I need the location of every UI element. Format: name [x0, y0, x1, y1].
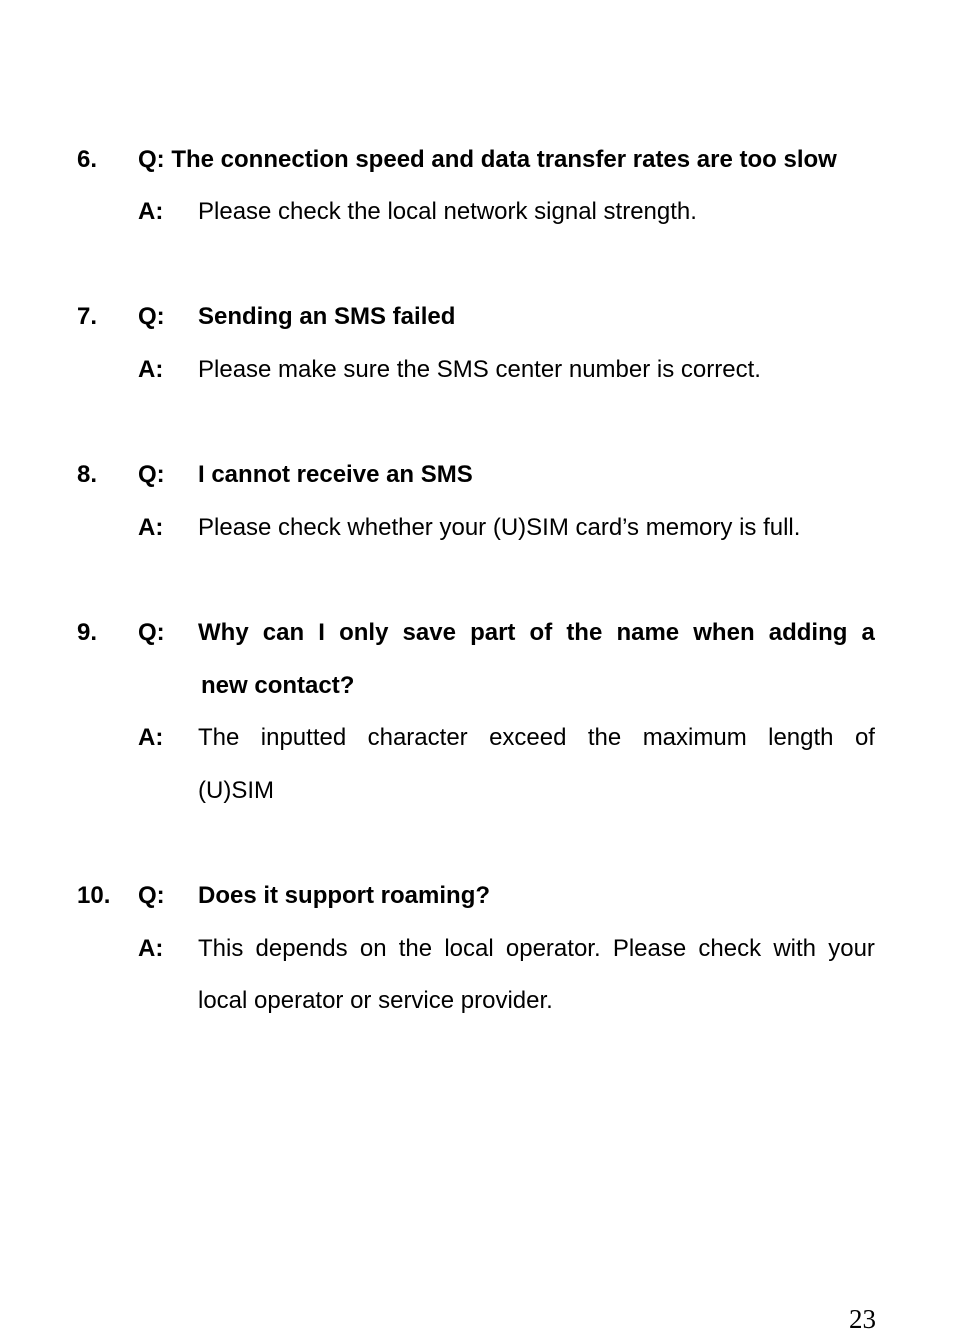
- justified-word: the: [587, 724, 622, 751]
- faq-9-question-label: Q:: [138, 619, 165, 646]
- justified-word: a: [861, 619, 875, 646]
- faq-10-answer-line-1: [198, 934, 875, 964]
- faq-7-question-label: Q:: [138, 303, 165, 330]
- justified-word: your: [828, 935, 875, 962]
- faq-8-answer: Please check whether your (U)SIM card’s memory is full.: [198, 514, 801, 541]
- justified-word: save: [402, 619, 456, 646]
- justified-word: adding: [768, 619, 848, 646]
- faq-10-question-label: Q:: [138, 882, 165, 909]
- faq-6-answer-label: A:: [138, 198, 164, 225]
- faq-7-question: Sending an SMS failed: [198, 303, 456, 330]
- justified-word: part: [470, 619, 516, 646]
- justified-word: of: [529, 619, 553, 646]
- faq-9-question-line-1: [198, 618, 875, 648]
- faq-9-number: 9.: [77, 619, 98, 646]
- faq-10-answer-label: A:: [138, 935, 164, 962]
- faq-8-question-label: Q:: [138, 461, 165, 488]
- faq-6-answer: Please check the local network signal strength.: [198, 198, 697, 225]
- justified-word: when: [693, 619, 755, 646]
- justified-word: the: [566, 619, 603, 646]
- justified-word: This: [198, 935, 244, 962]
- faq-6-question: Q: The connection speed and data transfer rates are too slow: [138, 146, 837, 173]
- justified-word: can: [262, 619, 305, 646]
- faq-7-answer-label: A:: [138, 356, 164, 383]
- justified-word: The: [198, 724, 240, 751]
- justified-word: local: [444, 935, 494, 962]
- justified-word: of: [854, 724, 875, 751]
- faq-7-answer: Please make sure the SMS center number is correct.: [198, 356, 761, 383]
- faq-9-answer-label: A:: [138, 724, 164, 751]
- justified-word: inputted: [260, 724, 347, 751]
- justified-word: exceed: [489, 724, 567, 751]
- justified-word: only: [339, 619, 389, 646]
- faq-7-number: 7.: [77, 303, 98, 330]
- justified-word: with: [773, 935, 817, 962]
- justified-word: Please: [612, 935, 687, 962]
- justified-word: operator.: [505, 935, 601, 962]
- faq-8-number: 8.: [77, 461, 98, 488]
- faq-9-answer-line-2: (U)SIM: [198, 777, 274, 804]
- faq-10-number: 10.: [77, 882, 111, 909]
- justified-word: length: [768, 724, 834, 751]
- faq-10-question: Does it support roaming?: [198, 882, 491, 909]
- justified-word: check: [698, 935, 762, 962]
- justified-word: Why: [198, 619, 249, 646]
- justified-word: depends: [255, 935, 348, 962]
- justified-word: character: [367, 724, 468, 751]
- justified-word: the: [398, 935, 433, 962]
- faq-6-number: 6.: [77, 146, 98, 173]
- justified-word: I: [318, 619, 325, 646]
- faq-8-question: I cannot receive an SMS: [198, 461, 473, 488]
- justified-word: maximum: [642, 724, 747, 751]
- faq-10-answer-line-2: local operator or service provider.: [198, 987, 553, 1014]
- faq-9-answer-line-1: [198, 723, 875, 753]
- justified-word: on: [359, 935, 387, 962]
- justified-word: name: [616, 619, 680, 646]
- page-number: 23: [849, 1304, 876, 1334]
- faq-8-answer-label: A:: [138, 514, 164, 541]
- faq-9-question-line-2: new contact?: [201, 672, 355, 699]
